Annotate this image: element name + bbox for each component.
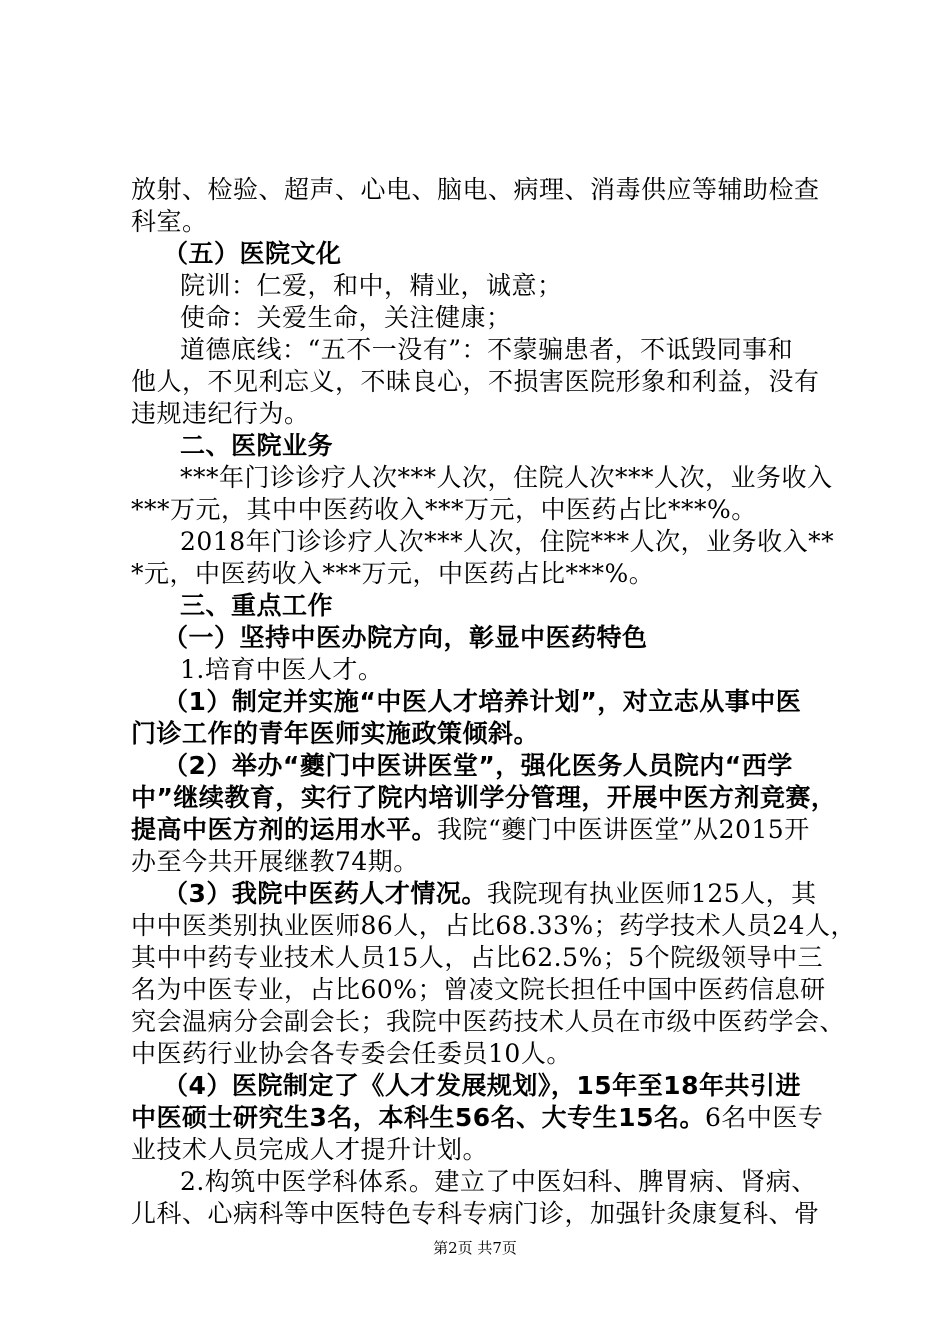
paragraph-line: 究会温病分会副会长；我院中医药技术人员在市级中医药学会、 (131, 1007, 846, 1036)
paragraph-line: ***万元，其中中医药收入***万元，中医药占比***%。 (131, 495, 757, 524)
paragraph-line: 1.培育中医人才。 (180, 655, 384, 684)
regular-run: 我院现有执业医师125人，其 (486, 879, 817, 908)
paragraph-line (0, 814, 950, 846)
paragraph-line: 他人，不见利忘义，不昧良心，不损害医院形象和利益，没有 (131, 367, 820, 396)
regular-run: 我院“夔门中医讲医堂”从2015开 (437, 815, 810, 844)
page-footer: 第2页 共7页 (433, 1239, 517, 1257)
paragraph-line: 2.构筑中医学科体系。建立了中医妇科、脾胃病、肾病、 (180, 1167, 817, 1196)
paragraph-line: 中”继续教育，实行了院内培训学分管理，开展中医方剂竞赛， (131, 783, 837, 812)
paragraph-line: （4）医院制定了《人才发展规划》，15年至18年共引进 (163, 1071, 801, 1100)
paragraph-line: 放射、检验、超声、心电、脑电、病理、消毒供应等辅助检查 (131, 175, 820, 204)
paragraph-line: 2018年门诊诊疗人次***人次，住院***人次，业务收入** (180, 527, 835, 556)
paragraph-line: 违规违纪行为。 (131, 399, 310, 428)
bold-run: （3）我院中医药人才情况。 (163, 879, 487, 908)
paragraph-line: 使命：关爱生命，关注健康； (180, 303, 512, 332)
section-heading: （一）坚持中医办院方向，彰显中医药特色 (163, 623, 648, 652)
paragraph-line: 道德底线：“五不一没有”：不蒙骗患者，不诋毁同事和 (180, 335, 794, 364)
section-heading: 二、医院业务 (180, 431, 334, 460)
paragraph-line: 中医药行业协会各专委会任委员10人。 (131, 1039, 572, 1068)
paragraph-line: 办至今共开展继教74期。 (131, 847, 419, 876)
bold-run: 提高中医方剂的运用水平。 (131, 815, 438, 844)
paragraph-line (0, 1102, 950, 1134)
paragraph-line: 门诊工作的青年医师实施政策倾斜。 (131, 719, 540, 748)
paragraph-line (0, 878, 950, 910)
paragraph-line: （2）举办“夔门中医讲医堂”，强化医务人员院内“西学 (163, 751, 793, 780)
paragraph-line: 科室。 (131, 207, 208, 236)
paragraph-line: *元，中医药收入***万元，中医药占比***%。 (131, 559, 655, 588)
paragraph-line: 院训：仁爱，和中，精业，诚意； (180, 271, 563, 300)
section-heading: 三、重点工作 (180, 591, 334, 620)
paragraph-line: 中中医类别执业医师86人，占比68.33%；药学技术人员24人， (131, 911, 856, 940)
paragraph-line: 名为中医专业，占比60%；曾凌文院长担任中国中医药信息研 (131, 975, 826, 1004)
paragraph-line: ***年门诊诊疗人次***人次，住院人次***人次，业务收入 (180, 463, 833, 492)
paragraph-line: （1）制定并实施“中医人才培养计划”，对立志从事中医 (163, 687, 802, 716)
paragraph-line: 业技术人员完成人才提升计划。 (131, 1135, 489, 1164)
paragraph-line: 其中中药专业技术人员15人，占比62.5%；5个院级领导中三 (131, 943, 824, 972)
section-heading: （五）医院文化 (163, 239, 342, 268)
paragraph-line: 儿科、心病科等中医特色专科专病门诊，加强针灸康复科、骨 (131, 1199, 820, 1228)
regular-run: 6名中医专 (704, 1103, 824, 1132)
bold-run: 中医硕士研究生3名，本科生56名、大专生15名。 (131, 1103, 705, 1132)
